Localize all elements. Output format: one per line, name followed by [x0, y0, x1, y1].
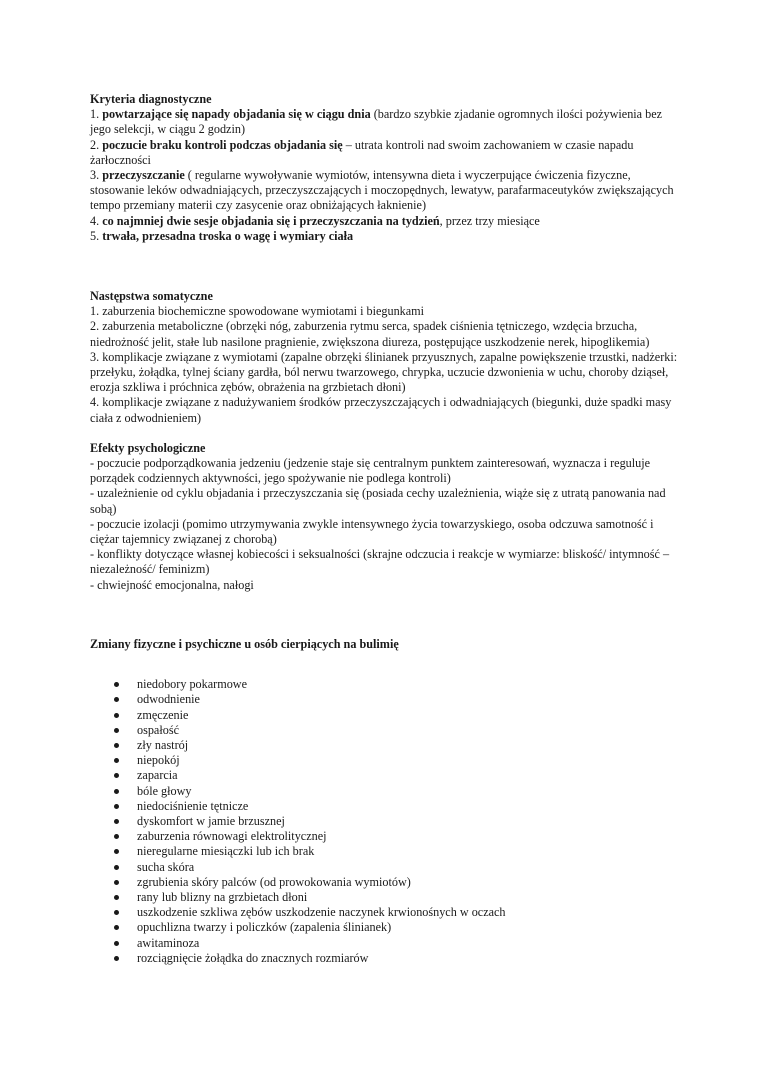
list-item — [90, 920, 680, 935]
criteria-item-rest: (bardzo szybkie zjadanie ogromnych ilości pożywienia bez jego selekcji, w ciągu 2 godzin) — [90, 107, 663, 137]
list-item — [90, 951, 680, 966]
criteria-item-3 — [90, 168, 680, 214]
somatic-section — [90, 289, 680, 426]
changes-section — [90, 637, 680, 966]
criteria-item-bold: powtarzające się napady objadania się w ciągu dnia — [102, 107, 371, 122]
bullet-icon — [114, 956, 119, 961]
criteria-title: Kryteria diagnostyczne — [90, 92, 212, 106]
list-item — [90, 829, 680, 844]
list-item-text: rozciągnięcie żołądka do znacznych rozmiarów — [137, 950, 369, 965]
list-item — [90, 784, 680, 799]
list-item — [90, 844, 680, 859]
bullet-icon — [114, 865, 119, 870]
list-item — [90, 890, 680, 905]
bullet-icon — [114, 728, 119, 733]
bullet-icon — [114, 682, 119, 687]
list-item — [90, 692, 680, 707]
bullet-icon — [114, 941, 119, 946]
bullet-icon — [114, 697, 119, 702]
criteria-item-bold: trwała, przesadna troska o wagę i wymiary ciała — [102, 228, 354, 243]
list-item — [90, 875, 680, 890]
criteria-item-num: 2. — [90, 137, 100, 152]
list-item-text: sucha skóra — [137, 859, 195, 874]
bullet-icon — [114, 773, 119, 778]
somatic-item: 3. komplikacje związane z wymiotami (zapalne obrzęki ślinianek przyusznych, zapalne powiększenie trzustki, nadżerki: przełyku, żołądka, tylnej ściany gardła, ból nerwu twarzowego, chrypka, uczucie dzwonienia w uchu, choroby dziąseł, erozja szkliwa i próchnica zębów, obrażenia na grzbietach dłoni) — [90, 349, 678, 395]
criteria-item-num: 1. — [90, 107, 100, 122]
psych-item: - poczucie izolacji (pomimo utrzymywania zwykle intensywnego życia towarzyskiego, osoba odczuwa samotność i ciężar tajemnicy związanej z chorobą) — [90, 516, 654, 547]
psych-item: - konflikty dotyczące własnej kobiecości i seksualności (skrajne odczucia i reakcje w wymiarze: bliskość/ intymność – niezależność/ feminizm) — [90, 547, 670, 577]
list-item-text: zmęczenie — [137, 707, 189, 722]
bullet-icon — [114, 804, 119, 809]
bullet-icon — [114, 789, 119, 794]
bullet-icon — [114, 910, 119, 915]
list-item-text: niedobory pokarmowe — [137, 677, 247, 692]
list-item — [90, 723, 680, 738]
list-item-text: zaparcia — [137, 768, 178, 783]
list-item — [90, 860, 680, 875]
criteria-item-5 — [90, 229, 680, 244]
list-item — [90, 799, 680, 814]
bullet-icon — [114, 895, 119, 900]
bullet-icon — [114, 758, 119, 763]
criteria-item-2 — [90, 138, 680, 168]
list-item-text: ospałość — [137, 722, 179, 737]
somatic-item: 2. zaburzenia metaboliczne (obrzęki nóg, zaburzenia rytmu serca, spadek ciśnienia tętniczego, wzdęcia brzucha, niedrożność jelit, stałe lub nasilone pragnienie, zwiększona diureza, postępujące uszkodzenie nerek, hipoglikemia) — [90, 319, 650, 349]
psych-item: - uzależnienie od cyklu objadania i przeczyszczania się (posiada cechy uzależnienia, wiąże się z utratą panowania nad sobą) — [90, 486, 666, 516]
criteria-item-bold: co najmniej dwie sesje objadania się i przeczyszczania na tydzień — [102, 213, 440, 228]
criteria-item-num: 3. — [90, 168, 100, 183]
list-item-text: rany lub blizny na grzbietach dłoni — [137, 889, 308, 904]
list-item-text: odwodnienie — [137, 692, 200, 707]
criteria-item-rest: ( regularne wywoływanie wymiotów, intensywna dieta i wyczerpujące ćwiczenia fizyczne, stosowanie leków odwadniających, przeczyszczających i moczopędnych, lewatyw, parafarmaceutyków zwiększających tempo przemiany materii czy zasycenie oraz obniżających łaknienie) — [90, 168, 674, 213]
criteria-section — [90, 92, 680, 244]
list-item-text: niedociśnienie tętnicze — [137, 798, 249, 813]
psych-title: Efekty psychologiczne — [90, 440, 206, 455]
list-item-text: dyskomfort w jamie brzusznej — [137, 813, 285, 828]
psych-section — [90, 441, 680, 593]
bullet-icon — [114, 849, 119, 854]
psych-item: - poczucie podporządkowania jedzeniu (jedzenie staje się centralnym punktem zainteresowań, wyznacza i reguluje porządek codziennych aktywności, jego spożywanie nie podlega kontroli) — [90, 456, 651, 486]
list-item-text: zły nastrój — [137, 737, 189, 752]
bullet-icon — [114, 819, 119, 824]
document-page — [90, 92, 680, 966]
bullet-icon — [114, 925, 119, 930]
bullet-icon — [114, 834, 119, 839]
criteria-item-4 — [90, 214, 680, 229]
list-item — [90, 905, 680, 920]
list-item — [90, 677, 680, 692]
changes-list — [90, 677, 680, 966]
list-item — [90, 936, 680, 951]
list-item-text: awitaminoza — [137, 935, 200, 950]
list-item-text: uszkodzenie szkliwa zębów uszkodzenie naczynek krwionośnych w oczach — [137, 905, 506, 920]
list-item-text: zgrubienia skóry palców (od prowokowania wymiotów) — [137, 874, 411, 889]
list-item — [90, 768, 680, 783]
list-item — [90, 708, 680, 723]
list-item — [90, 753, 680, 768]
list-item-text: bóle głowy — [137, 783, 192, 798]
list-item-text: niepokój — [137, 753, 180, 768]
criteria-item-bold: przeczyszczanie — [102, 168, 185, 183]
list-item — [90, 738, 680, 753]
list-item — [90, 814, 680, 829]
psych-item: - chwiejność emocjonalna, nałogi — [90, 577, 254, 592]
list-item-text: zaburzenia równowagi elektrolitycznej — [137, 829, 327, 844]
list-item-text: nieregularne miesiączki lub ich brak — [137, 844, 315, 859]
criteria-item-rest: , przez trzy miesiące — [439, 213, 540, 228]
criteria-item-num: 4. — [90, 213, 100, 228]
criteria-item-bold: poczucie braku kontroli podczas objadania się — [102, 137, 343, 152]
criteria-item-rest: – utrata kontroli nad swoim zachowaniem w czasie napadu żarłoczności — [90, 137, 634, 167]
list-item-text: opuchlizna twarzy i policzków (zapalenia ślinianek) — [137, 920, 392, 935]
somatic-item: 4. komplikacje związane z nadużywaniem środków przeczyszczających i odwadniających (biegunki, duże spadki masy ciała z odwodnieniem) — [90, 395, 672, 425]
bullet-icon — [114, 743, 119, 748]
criteria-item-1 — [90, 107, 680, 137]
criteria-item-num: 5. — [90, 228, 100, 243]
somatic-title: Następstwa somatyczne — [90, 289, 213, 304]
changes-title: Zmiany fizyczne i psychiczne u osób cierpiących na bulimię — [90, 636, 399, 651]
somatic-item: 1. zaburzenia biochemiczne spowodowane wymiotami i biegunkami — [90, 304, 425, 319]
bullet-icon — [114, 880, 119, 885]
bullet-icon — [114, 713, 119, 718]
